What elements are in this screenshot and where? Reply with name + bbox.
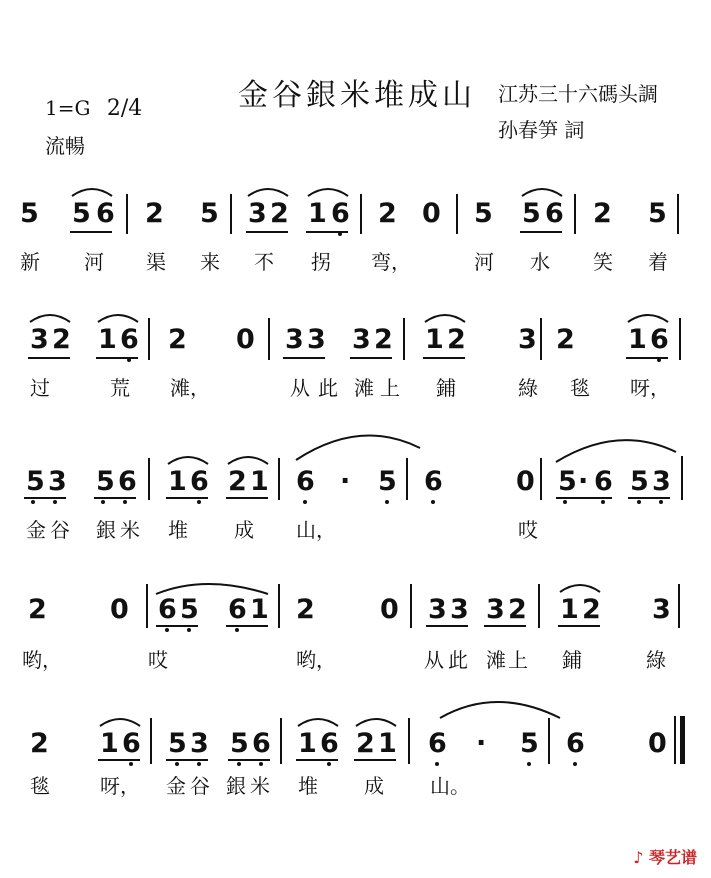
note: 5 [20,198,39,229]
final-barline-thin [674,716,676,764]
note: 2 [508,594,527,625]
lyric: 谷 [190,774,210,798]
lyric: 此 [448,648,468,672]
note: 3 [48,466,67,497]
note: 6 [566,728,585,759]
lyric: 不 [254,250,274,274]
lyric: 河 [84,250,104,274]
tempo-marking: 流暢 [45,134,85,158]
note: 6 [96,198,115,229]
low-octave-dot [197,500,201,504]
song-title: 金谷銀米堆成山 [238,78,476,113]
note: 3 [652,594,671,625]
low-octave-dot [563,500,567,504]
low-octave-dot [101,500,105,504]
note: 5 [558,466,577,497]
lyric: 米 [250,774,270,798]
note: 2 [52,324,71,355]
lyric: 从 [290,376,310,400]
lyric: 此 [318,376,338,400]
note: 6 [320,728,339,759]
lyric: 銀 [226,774,246,798]
note: 5 [520,728,539,759]
note: 2 [296,594,315,625]
note: 6 [252,728,271,759]
barline [230,194,232,234]
note: 0 [422,198,441,229]
lyric: 笑 [593,250,613,274]
note: 6 [228,594,247,625]
note: 1 [98,324,117,355]
melody-origin-credit: 江苏三十六碼头調 [498,82,658,106]
note: 1 [425,324,444,355]
lyric: 弯， [371,250,411,274]
note: 1 [628,324,647,355]
low-octave-dot [573,762,577,766]
lyric: 鋪 [436,376,456,400]
key-signature: 1=G [45,96,91,120]
lyric: 滩 [486,648,506,672]
note: 5 [72,198,91,229]
note: 6 [158,594,177,625]
note: 2 [270,198,289,229]
barline [278,458,280,500]
note: 1 [560,594,579,625]
note: 0 [380,594,399,625]
barline [456,194,458,234]
barline [146,584,148,628]
note: 6 [424,466,443,497]
barline [150,718,152,764]
low-octave-dot [187,628,191,632]
lyric: 从 [424,648,444,672]
low-octave-dot [31,500,35,504]
note: 6 [296,466,315,497]
note: 3 [190,728,209,759]
site-watermark [633,845,697,868]
barline [548,718,550,764]
barline [678,584,680,628]
note: 2 [30,728,49,759]
lyric: 滩 [354,376,374,400]
lyric: 堆 [298,774,318,798]
barline [574,194,576,234]
low-octave-dot [431,500,435,504]
lyric: 綠 [518,376,538,400]
lyric: 毯 [570,376,590,400]
barline [681,456,683,500]
low-octave-dot [235,628,239,632]
note: 1 [100,728,119,759]
low-octave-dot [338,232,342,236]
note: 3 [248,198,267,229]
lyric: 哟， [22,648,62,672]
barline [280,718,282,764]
note: 5 [96,466,115,497]
note: 5 [180,594,199,625]
barline [410,584,412,628]
barline [538,584,540,628]
note: 5 [648,198,667,229]
low-octave-dot [165,628,169,632]
note: · [340,466,351,497]
lyric: 哟， [296,648,336,672]
barline [148,318,150,360]
lyric: 綠 [646,648,666,672]
note: 0 [110,594,129,625]
low-octave-dot [327,762,331,766]
note: 5 [168,728,187,759]
lyric: 拐 [311,250,331,274]
note: 2 [356,728,375,759]
note: 1 [250,594,269,625]
note: 6 [428,728,447,759]
note: 6 [118,466,137,497]
note: 5 [630,466,649,497]
note: 3 [307,324,326,355]
barline [278,584,280,628]
note: 6 [120,324,139,355]
low-octave-dot [237,762,241,766]
lyric: 山， [296,518,336,542]
lyric: 成 [364,774,384,798]
barline [148,458,150,500]
note: 2 [28,594,47,625]
note: 1 [168,466,187,497]
lyric: 渠 [146,250,166,274]
lyric: 毯 [30,774,50,798]
barline [677,194,679,234]
note: 3 [518,324,537,355]
lyric: 山。 [430,774,470,798]
low-octave-dot [53,500,57,504]
note: 3 [450,594,469,625]
low-octave-dot [127,358,131,362]
lyric: 米 [120,518,140,542]
lyric: 鋪 [562,648,582,672]
lyric: 荒 [110,376,130,400]
note: 1 [378,728,397,759]
note: 3 [428,594,447,625]
barline [126,194,128,234]
note: 2 [556,324,575,355]
low-octave-dot [527,762,531,766]
low-octave-dot [175,762,179,766]
barline [268,318,270,360]
lyric: 上 [508,648,528,672]
note: 0 [236,324,255,355]
lyric: 滩， [170,376,210,400]
lyric: 着 [648,250,668,274]
lyric: 谷 [50,518,70,542]
lyric: 金 [26,518,46,542]
low-octave-dot [435,762,439,766]
low-octave-dot [123,500,127,504]
note: · [476,728,487,759]
low-octave-dot [659,500,663,504]
note: 5 [26,466,45,497]
lyric: 过 [30,376,50,400]
note: 2 [168,324,187,355]
note: 3 [30,324,49,355]
barline [540,318,542,360]
lyric: 上 [380,376,400,400]
note: 6 [190,466,209,497]
lyric: 水 [530,250,550,274]
key-and-meter [45,96,142,121]
note: 6 [594,466,613,497]
low-octave-dot [385,500,389,504]
note: 3 [352,324,371,355]
note: 0 [648,728,667,759]
lyric: 呀， [630,376,670,400]
note: 1 [308,198,327,229]
low-octave-dot [303,500,307,504]
note: 1 [298,728,317,759]
note: 3 [486,594,505,625]
note: 6 [650,324,669,355]
lyricist-credit: 孙春笋 詞 [498,118,585,142]
watermark-icon: ♪ [633,848,644,867]
lyric: 哎 [148,648,168,672]
low-octave-dot [129,762,133,766]
low-octave-dot [637,500,641,504]
barline [408,718,410,764]
time-signature: 2/4 [106,96,143,121]
barline [406,458,408,500]
note: 1 [250,466,269,497]
note: 6 [545,198,564,229]
note: 5 [378,466,397,497]
lyric: 堆 [168,518,188,542]
lyric: 新 [20,250,40,274]
lyric: 銀 [96,518,116,542]
note: 5 [200,198,219,229]
barline [540,458,542,500]
note: 2 [582,594,601,625]
note: 2 [145,198,164,229]
barline [360,194,362,234]
note: · [578,466,589,497]
note: 5 [522,198,541,229]
note: 6 [122,728,141,759]
note: 2 [228,466,247,497]
note: 3 [652,466,671,497]
note: 2 [447,324,466,355]
low-octave-dot [197,762,201,766]
watermark-text: 琴艺谱 [648,848,697,867]
lyric: 呀， [100,774,140,798]
barline [403,318,405,360]
note: 6 [331,198,350,229]
lyric: 哎 [518,518,538,542]
note: 2 [374,324,393,355]
note: 3 [285,324,304,355]
barline [679,318,681,360]
final-barline-thick [680,716,685,764]
lyric: 金 [166,774,186,798]
lyric: 河 [474,250,494,274]
lyric: 来 [200,250,220,274]
lyric: 成 [234,518,254,542]
low-octave-dot [601,500,605,504]
note: 5 [474,198,493,229]
note: 5 [230,728,249,759]
low-octave-dot [259,762,263,766]
low-octave-dot [657,358,661,362]
note: 0 [516,466,535,497]
note: 2 [593,198,612,229]
note: 2 [378,198,397,229]
